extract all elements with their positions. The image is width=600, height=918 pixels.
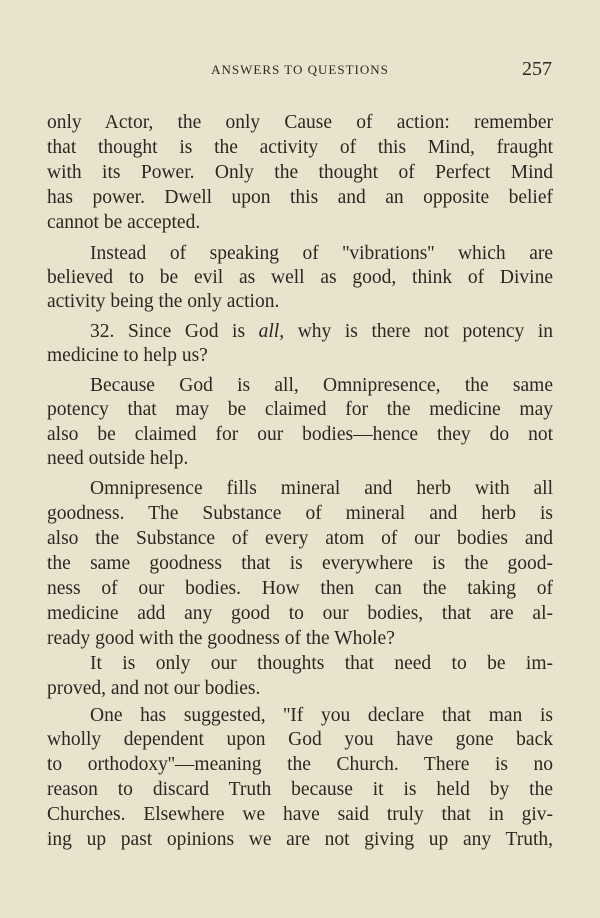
- text-line: ready good with the goodness of the Whole?: [47, 628, 395, 649]
- text-line: One has suggested, ''If you declare that man is: [90, 705, 553, 726]
- text-line: wholly dependent upon God you have gone back: [47, 729, 553, 750]
- text-line: activity being the only action.: [47, 291, 280, 312]
- text-line: medicine to help us?: [47, 345, 208, 366]
- text-line: reason to discard Truth because it is held by the: [47, 779, 553, 800]
- text-line: goodness. The Substance of mineral and herb is: [47, 503, 553, 524]
- text-line: cannot be accepted.: [47, 212, 201, 233]
- text-line: ing up past opinions we are not giving up any Truth,: [47, 829, 553, 850]
- text-line: the same goodness that is everywhere is the good-: [47, 553, 553, 574]
- question-text: 32. Since God is: [90, 321, 259, 342]
- emphasis-text: all,: [258, 321, 285, 342]
- text-line: Churches. Elsewhere we have said truly that in giv-: [47, 804, 553, 825]
- question-text: why is there not potency in: [284, 321, 553, 342]
- text-line: need outside help.: [47, 448, 189, 469]
- text-line: that thought is the activity of this Mind, fraught: [47, 137, 553, 158]
- text-line: also the Substance of every atom of our bodies and: [47, 528, 553, 549]
- text-line: Instead of speaking of ''vibrations'' which are: [90, 243, 553, 264]
- text-line: to orthodoxy''—meaning the Church. There is no: [47, 754, 553, 775]
- text-line: has power. Dwell upon this and an opposite belief: [47, 187, 553, 208]
- text-line: only Actor, the only Cause of action: remember: [47, 112, 553, 133]
- question-line: [90, 320, 553, 344]
- text-line: ness of our bodies. How then can the taking of: [47, 578, 553, 599]
- text-line: believed to be evil as well as good, think of Divine: [47, 267, 553, 288]
- text-line: also be claimed for our bodies—hence they do not: [47, 424, 553, 445]
- running-title: ANSWERS TO QUESTIONS: [211, 62, 389, 77]
- text-line: medicine add any good to our bodies, that are al-: [47, 603, 553, 624]
- text-line: Omnipresence fills mineral and herb with all: [90, 478, 553, 499]
- text-line: potency that may be claimed for the medicine may: [47, 399, 553, 420]
- text-line: Because God is all, Omnipresence, the same: [90, 375, 553, 396]
- text-line: with its Power. Only the thought of Perfect Mind: [47, 162, 553, 183]
- page-number: 257: [522, 58, 552, 80]
- text-line: proved, and not our bodies.: [47, 678, 261, 699]
- text-line: It is only our thoughts that need to be im-: [90, 653, 553, 674]
